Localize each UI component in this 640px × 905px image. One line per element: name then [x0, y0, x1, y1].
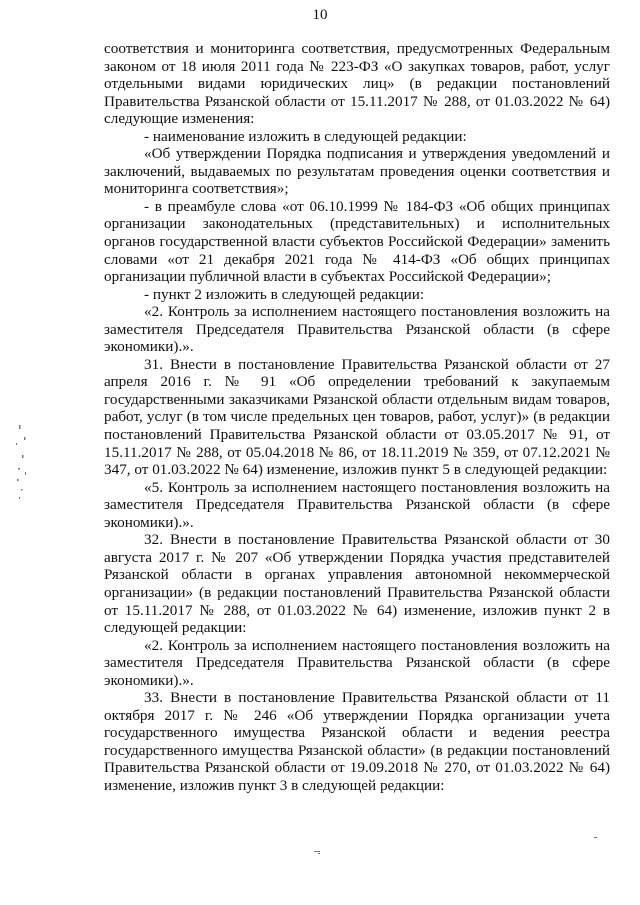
paragraph-item2-text: «2. Контроль за исполнением настоящего постановления возложить на заместителя Председателя Правительства Рязанской области (в сфере экономики).».: [104, 303, 610, 356]
paragraph-33: 33. Внести в постановление Правительства Рязанской области от 11 октября 2017 г. № 246 «Об утверждении Порядка организации учета государственного имущества Рязанской области и ведения реестра государственного имущества Рязанской области» (в редакции постановлений Правительства Рязанской области от 19.09.2018 № 270, от 01.03.2022 № 64) изменение, изложив пункт 3 в следующей редакции:: [104, 689, 610, 794]
paragraph-item2-intro: - пункт 2 изложить в следующей редакции:: [144, 285, 425, 303]
paragraph-name-text: «Об утверждении Порядка подписания и утверждения уведомлений и заключений, выдаваемых по результатам проведения оценки соответствия и мониторинга соответствия»;: [104, 145, 610, 198]
document-body: [104, 40, 610, 795]
paragraph-preamble: - в преамбуле слова «от 06.10.1999 № 184-ФЗ «Об общих принципах организации законодательных (представительных) и исполнительных органов государственной власти субъектов Российской Федерации» заменить словами «от 21 декабря 2021 года № 414-ФЗ «Об общих принципах организации публичной власти в субъектах Российской Федерации»;: [104, 197, 610, 286]
paragraph-31-text: «5. Контроль за исполнением настоящего постановления возложить на заместителя Председателя Правительства Рязанской области (в сфере экономики).».: [104, 478, 610, 531]
paragraph-31: 31. Внести в постановление Правительства Рязанской области от 27 апреля 2016 г. № 91 «Об определении требований к закупаемым государственными заказчиками Рязанской области отдельным видам товаров, работ, услуг (в том числе предельных цен товаров, работ, услуг)» (в редакции постановлений Правительства Рязанской области от 03.05.2017 № 91, от 15.11.2017 № 288, от 05.04.2018 № 86, от 18.11.2019 № 359, от 07.12.2021 № 347, от 01.03.2022 № 64) изменение, изложив пункт 5 в следующей редакции:: [104, 355, 610, 479]
paragraph-32-text: «2. Контроль за исполнением настоящего постановления возложить на заместителя Председателя Правительства Рязанской области (в сфере экономики).».: [104, 636, 610, 689]
paragraph-32: 32. Внести в постановление Правительства Рязанской области от 30 августа 2017 г. № 207 «Об утверждении Порядка участия представителей Рязанской области в органах управления автономной некоммерческой организации» (в редакции постановлений Правительства Рязанской области от 15.11.2017 № 288, от 01.03.2022 № 64) изменение, изложив пункт 2 в следующей редакции:: [104, 531, 610, 637]
page-number: 10: [312, 7, 328, 23]
paragraph-continuation: соответствия и мониторинга соответствия, предусмотренных Федеральным законом от 18 июля 2011 года № 223-ФЗ «О закупках товаров, работ, услуг отдельными видами юридических лиц» (в редакции постановлений Правительства Рязанской области от 15.11.2017 № 288, от 01.03.2022 № 64) следующие изменения:: [104, 40, 610, 128]
paragraph-name-intro: - наименование изложить в следующей редакции:: [144, 127, 467, 145]
